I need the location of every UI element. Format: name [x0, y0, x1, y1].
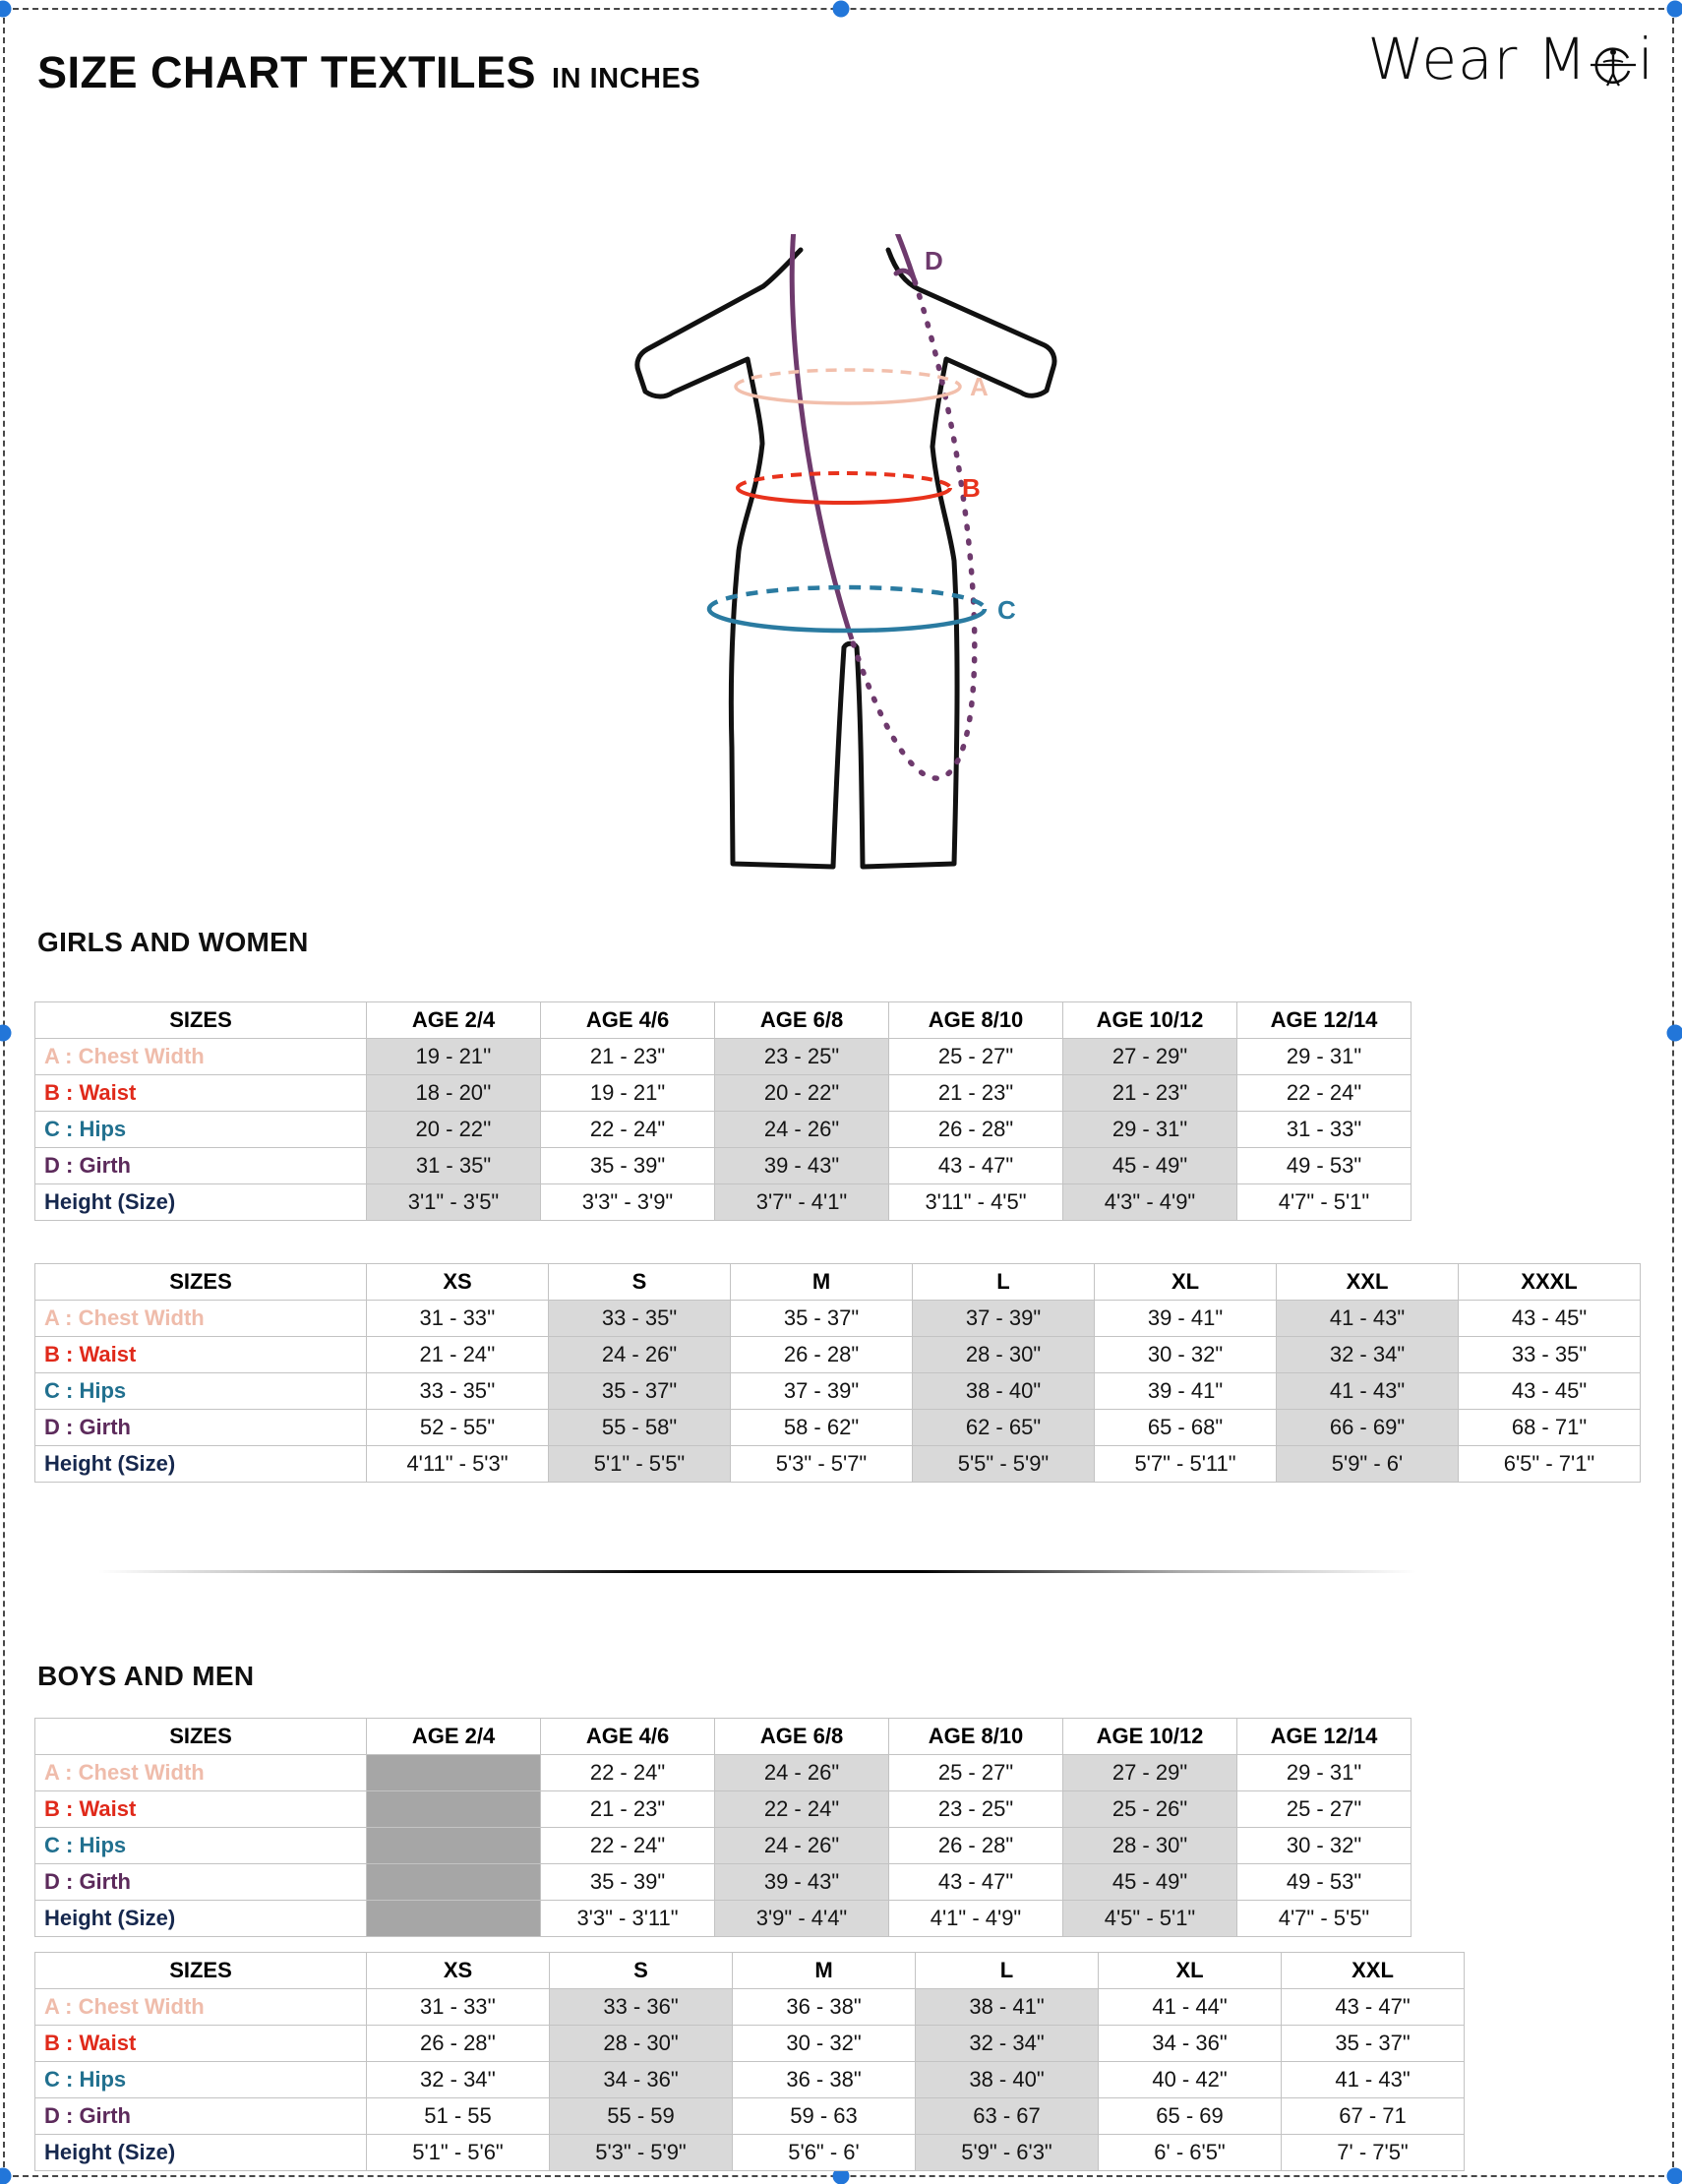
size-cell: 34 - 36"	[550, 2062, 733, 2098]
size-cell	[367, 1755, 541, 1791]
selection-handle-middle-right[interactable]	[1667, 1025, 1682, 1042]
table-row	[35, 1337, 1641, 1373]
brand-text-right: i	[1637, 26, 1654, 92]
column-header: AGE 12/14	[1237, 1002, 1412, 1039]
size-cell: 4'11" - 5'3"	[367, 1446, 549, 1483]
column-header: XS	[367, 1264, 549, 1301]
size-cell: 21 - 23"	[889, 1075, 1063, 1112]
size-cell: 36 - 38"	[733, 2062, 916, 2098]
column-header: AGE 4/6	[541, 1002, 715, 1039]
size-cell: 43 - 45"	[1459, 1373, 1641, 1410]
column-header: XS	[367, 1953, 550, 1989]
table-row	[35, 1112, 1412, 1148]
size-cell: 66 - 69"	[1277, 1410, 1459, 1446]
size-cell: 68 - 71"	[1459, 1410, 1641, 1446]
size-cell	[367, 1864, 541, 1901]
size-cell: 32 - 34"	[916, 2026, 1099, 2062]
table-row	[35, 2026, 1465, 2062]
size-cell: 39 - 41"	[1095, 1373, 1277, 1410]
size-cell: 29 - 31"	[1237, 1039, 1412, 1075]
size-cell: 39 - 43"	[715, 1864, 889, 1901]
size-cell: 37 - 39"	[913, 1301, 1095, 1337]
selection-handle-bottom-right[interactable]	[1667, 2168, 1682, 2184]
column-header: AGE 10/12	[1063, 1002, 1237, 1039]
brand-logo	[1367, 26, 1654, 92]
size-cell: 43 - 47"	[889, 1148, 1063, 1184]
column-header: AGE 12/14	[1237, 1719, 1412, 1755]
size-cell: 26 - 28"	[889, 1112, 1063, 1148]
row-label-girth: D : Girth	[35, 2098, 367, 2135]
girls-age-table	[34, 1001, 1412, 1221]
row-label-chest: A : Chest Width	[35, 1755, 367, 1791]
column-header: AGE 6/8	[715, 1719, 889, 1755]
selection-handle-top-right[interactable]	[1667, 1, 1682, 18]
size-cell: 22 - 24"	[541, 1755, 715, 1791]
size-cell: 4'5" - 5'1"	[1063, 1901, 1237, 1937]
size-cell: 38 - 41"	[916, 1989, 1099, 2026]
row-label-chest: A : Chest Width	[35, 1039, 367, 1075]
brand-text-left: Wear M	[1367, 26, 1588, 92]
size-cell: 38 - 40"	[913, 1373, 1095, 1410]
size-cell: 20 - 22''	[367, 1112, 541, 1148]
column-header: XL	[1099, 1953, 1282, 1989]
size-cell: 19 - 21"	[541, 1075, 715, 1112]
table-row	[35, 1901, 1412, 1937]
size-cell: 31 - 33''	[367, 1989, 550, 2026]
row-label-hips: C : Hips	[35, 1112, 367, 1148]
row-label-height: Height (Size)	[35, 1901, 367, 1937]
row-label-hips: C : Hips	[35, 2062, 367, 2098]
table-row	[35, 1373, 1641, 1410]
size-cell: 25 - 27"	[889, 1039, 1063, 1075]
column-header: S	[549, 1264, 731, 1301]
size-cell: 41 - 43"	[1282, 2062, 1465, 2098]
size-cell: 6'5" - 7'1"	[1459, 1446, 1641, 1483]
size-cell: 6' - 6'5"	[1099, 2135, 1282, 2171]
size-cell: 23 - 25"	[715, 1039, 889, 1075]
table-row	[35, 1301, 1641, 1337]
column-header: AGE 2/4	[367, 1719, 541, 1755]
boys-age-table	[34, 1718, 1412, 1937]
table-row	[35, 1989, 1465, 2026]
column-header: M	[731, 1264, 913, 1301]
table-row	[35, 1446, 1641, 1483]
size-cell: 21 - 23"	[541, 1791, 715, 1828]
size-cell: 41 - 43"	[1277, 1373, 1459, 1410]
section-divider	[98, 1570, 1416, 1573]
size-cell: 55 - 58"	[549, 1410, 731, 1446]
size-cell: 4'7" - 5'1"	[1237, 1184, 1412, 1221]
row-label-height: Height (Size)	[35, 1184, 367, 1221]
size-cell: 35 - 39"	[541, 1148, 715, 1184]
size-cell: 49 - 53"	[1237, 1148, 1412, 1184]
size-cell: 3'9" - 4'4"	[715, 1901, 889, 1937]
body-measurement-diagram	[608, 234, 1080, 883]
size-cell: 28 - 30"	[913, 1337, 1095, 1373]
column-header: AGE 8/10	[889, 1719, 1063, 1755]
size-cell: 45 - 49"	[1063, 1148, 1237, 1184]
size-cell: 26 - 28''	[367, 2026, 550, 2062]
chest-label: A	[970, 372, 989, 401]
size-cell: 3'3" - 3'11"	[541, 1901, 715, 1937]
size-cell: 33 - 35"	[1459, 1337, 1641, 1373]
size-cell: 3'11" - 4'5"	[889, 1184, 1063, 1221]
size-cell: 33 - 35''	[367, 1373, 549, 1410]
size-cell: 23 - 25"	[889, 1791, 1063, 1828]
size-cell: 41 - 43"	[1277, 1301, 1459, 1337]
size-cell: 67 - 71	[1282, 2098, 1465, 2135]
sizes-header: SIZES	[35, 1953, 367, 1989]
size-cell: 25 - 26"	[1063, 1791, 1237, 1828]
size-cell: 5'9" - 6'	[1277, 1446, 1459, 1483]
girls-size-table	[34, 1263, 1641, 1483]
size-cell: 25 - 27"	[889, 1755, 1063, 1791]
size-cell: 26 - 28"	[731, 1337, 913, 1373]
size-cell: 62 - 65"	[913, 1410, 1095, 1446]
size-cell: 20 - 22"	[715, 1075, 889, 1112]
size-cell: 5'1" - 5'6"	[367, 2135, 550, 2171]
column-header: L	[913, 1264, 1095, 1301]
size-cell: 41 - 44"	[1099, 1989, 1282, 2026]
table-row	[35, 2098, 1465, 2135]
table-row	[35, 1755, 1412, 1791]
column-header: AGE 8/10	[889, 1002, 1063, 1039]
size-cell: 3'1" - 3'5"	[367, 1184, 541, 1221]
row-label-hips: C : Hips	[35, 1373, 367, 1410]
row-label-height: Height (Size)	[35, 2135, 367, 2171]
size-cell: 31 - 33"	[1237, 1112, 1412, 1148]
size-cell: 5'3" - 5'9"	[550, 2135, 733, 2171]
size-cell	[367, 1901, 541, 1937]
column-header: AGE 2/4	[367, 1002, 541, 1039]
size-cell: 55 - 59	[550, 2098, 733, 2135]
row-label-girth: D : Girth	[35, 1148, 367, 1184]
row-label-hips: C : Hips	[35, 1828, 367, 1864]
sizes-header: SIZES	[35, 1002, 367, 1039]
size-cell: 5'3" - 5'7"	[731, 1446, 913, 1483]
sizes-header: SIZES	[35, 1719, 367, 1755]
size-cell: 58 - 62"	[731, 1410, 913, 1446]
size-cell: 32 - 34''	[367, 2062, 550, 2098]
size-cell: 7' - 7'5"	[1282, 2135, 1465, 2171]
size-cell: 37 - 39"	[731, 1373, 913, 1410]
size-cell: 29 - 31"	[1237, 1755, 1412, 1791]
size-cell: 5'5" - 5'9"	[913, 1446, 1095, 1483]
row-label-waist: B : Waist	[35, 1337, 367, 1373]
size-cell: 36 - 38"	[733, 1989, 916, 2026]
size-cell: 35 - 39"	[541, 1864, 715, 1901]
column-header: S	[550, 1953, 733, 1989]
size-cell: 3'3" - 3'9"	[541, 1184, 715, 1221]
size-cell: 5'7" - 5'11"	[1095, 1446, 1277, 1483]
size-cell: 4'1" - 4'9"	[889, 1901, 1063, 1937]
waist-measure-b	[738, 473, 981, 503]
size-cell: 65 - 68"	[1095, 1410, 1277, 1446]
size-cell: 22 - 24"	[1237, 1075, 1412, 1112]
column-header: XXL	[1277, 1264, 1459, 1301]
size-cell: 39 - 43"	[715, 1148, 889, 1184]
size-cell: 52 - 55"	[367, 1410, 549, 1446]
waist-label: B	[962, 473, 981, 503]
size-cell: 4'3" - 4'9"	[1063, 1184, 1237, 1221]
size-cell: 4'7" - 5'5"	[1237, 1901, 1412, 1937]
size-cell: 27 - 29"	[1063, 1755, 1237, 1791]
size-cell: 30 - 32"	[1095, 1337, 1277, 1373]
size-cell: 21 - 23"	[1063, 1075, 1237, 1112]
column-header: XXL	[1282, 1953, 1465, 1989]
size-cell: 43 - 45"	[1459, 1301, 1641, 1337]
size-cell: 21 - 23"	[541, 1039, 715, 1075]
row-label-chest: A : Chest Width	[35, 1301, 367, 1337]
hips-label: C	[997, 595, 1016, 625]
size-cell: 24 - 26"	[549, 1337, 731, 1373]
column-header: AGE 10/12	[1063, 1719, 1237, 1755]
size-cell	[367, 1791, 541, 1828]
boys-size-table	[34, 1952, 1465, 2171]
size-cell: 19 - 21''	[367, 1039, 541, 1075]
size-cell: 22 - 24"	[541, 1828, 715, 1864]
page-header	[37, 47, 700, 98]
size-cell: 49 - 53"	[1237, 1864, 1412, 1901]
size-cell: 31 - 33''	[367, 1301, 549, 1337]
size-cell: 27 - 29"	[1063, 1039, 1237, 1075]
sizes-header: SIZES	[35, 1264, 367, 1301]
row-label-waist: B : Waist	[35, 1075, 367, 1112]
table-row	[35, 1148, 1412, 1184]
page-title: SIZE CHART TEXTILES	[37, 47, 537, 97]
size-cell: 31 - 35"	[367, 1148, 541, 1184]
size-cell: 5'6" - 6'	[733, 2135, 916, 2171]
row-label-girth: D : Girth	[35, 1410, 367, 1446]
table-row	[35, 1791, 1412, 1828]
size-cell: 43 - 47"	[1282, 1989, 1465, 2026]
size-cell: 28 - 30"	[550, 2026, 733, 2062]
size-cell: 5'9" - 6'3"	[916, 2135, 1099, 2171]
section-heading-girls-and-women: GIRLS AND WOMEN	[37, 927, 309, 957]
row-label-girth: D : Girth	[35, 1864, 367, 1901]
size-cell: 5'1" - 5'5"	[549, 1446, 731, 1483]
column-header: AGE 6/8	[715, 1002, 889, 1039]
size-cell: 28 - 30"	[1063, 1828, 1237, 1864]
girth-label: D	[925, 246, 943, 275]
table-row	[35, 1075, 1412, 1112]
size-cell: 18 - 20''	[367, 1075, 541, 1112]
size-cell: 22 - 24"	[541, 1112, 715, 1148]
section-heading-boys-and-men: BOYS AND MEN	[37, 1661, 255, 1691]
size-cell: 35 - 37"	[1282, 2026, 1465, 2062]
table-row	[35, 1410, 1641, 1446]
column-header: AGE 4/6	[541, 1719, 715, 1755]
row-label-waist: B : Waist	[35, 2026, 367, 2062]
row-label-chest: A : Chest Width	[35, 1989, 367, 2026]
size-cell: 24 - 26"	[715, 1755, 889, 1791]
size-cell: 21 - 24''	[367, 1337, 549, 1373]
size-cell: 30 - 32"	[1237, 1828, 1412, 1864]
size-cell: 22 - 24"	[715, 1791, 889, 1828]
size-cell: 63 - 67	[916, 2098, 1099, 2135]
size-cell: 24 - 26"	[715, 1112, 889, 1148]
size-cell: 30 - 32"	[733, 2026, 916, 2062]
size-cell: 32 - 34"	[1277, 1337, 1459, 1373]
table-row	[35, 1864, 1412, 1901]
size-cell: 43 - 47"	[889, 1864, 1063, 1901]
size-cell: 45 - 49"	[1063, 1864, 1237, 1901]
size-cell: 40 - 42"	[1099, 2062, 1282, 2098]
table-row	[35, 2062, 1465, 2098]
chest-measure-a	[736, 370, 989, 403]
size-cell: 25 - 27"	[1237, 1791, 1412, 1828]
size-cell: 51 - 55	[367, 2098, 550, 2135]
column-header: L	[916, 1953, 1099, 1989]
size-cell: 39 - 41"	[1095, 1301, 1277, 1337]
size-cell: 65 - 69	[1099, 2098, 1282, 2135]
size-cell: 33 - 35"	[549, 1301, 731, 1337]
size-cell: 33 - 36"	[550, 1989, 733, 2026]
ballet-dancer-icon	[1591, 36, 1636, 91]
selection-handle-bottom-left[interactable]	[0, 2168, 12, 2184]
size-cell: 24 - 26"	[715, 1828, 889, 1864]
size-cell: 29 - 31"	[1063, 1112, 1237, 1148]
column-header: XXXL	[1459, 1264, 1641, 1301]
table-row	[35, 1828, 1412, 1864]
column-header: XL	[1095, 1264, 1277, 1301]
girth-measure-d	[792, 234, 975, 778]
page-title-units: IN INCHES	[552, 63, 701, 94]
size-cell: 34 - 36"	[1099, 2026, 1282, 2062]
table-row	[35, 1184, 1412, 1221]
size-cell: 3'7" - 4'1"	[715, 1184, 889, 1221]
hips-measure-c	[709, 587, 1016, 631]
selection-handle-middle-left[interactable]	[0, 1025, 12, 1042]
size-cell: 35 - 37"	[549, 1373, 731, 1410]
selection-handle-top-middle[interactable]	[833, 1, 850, 18]
row-label-height: Height (Size)	[35, 1446, 367, 1483]
size-cell: 35 - 37"	[731, 1301, 913, 1337]
selection-handle-top-left[interactable]	[0, 1, 12, 18]
size-cell: 38 - 40"	[916, 2062, 1099, 2098]
table-row	[35, 1039, 1412, 1075]
row-label-waist: B : Waist	[35, 1791, 367, 1828]
table-row	[35, 2135, 1465, 2171]
size-cell: 59 - 63	[733, 2098, 916, 2135]
torso-outline	[637, 250, 1054, 867]
size-cell	[367, 1828, 541, 1864]
column-header: M	[733, 1953, 916, 1989]
size-cell: 26 - 28"	[889, 1828, 1063, 1864]
